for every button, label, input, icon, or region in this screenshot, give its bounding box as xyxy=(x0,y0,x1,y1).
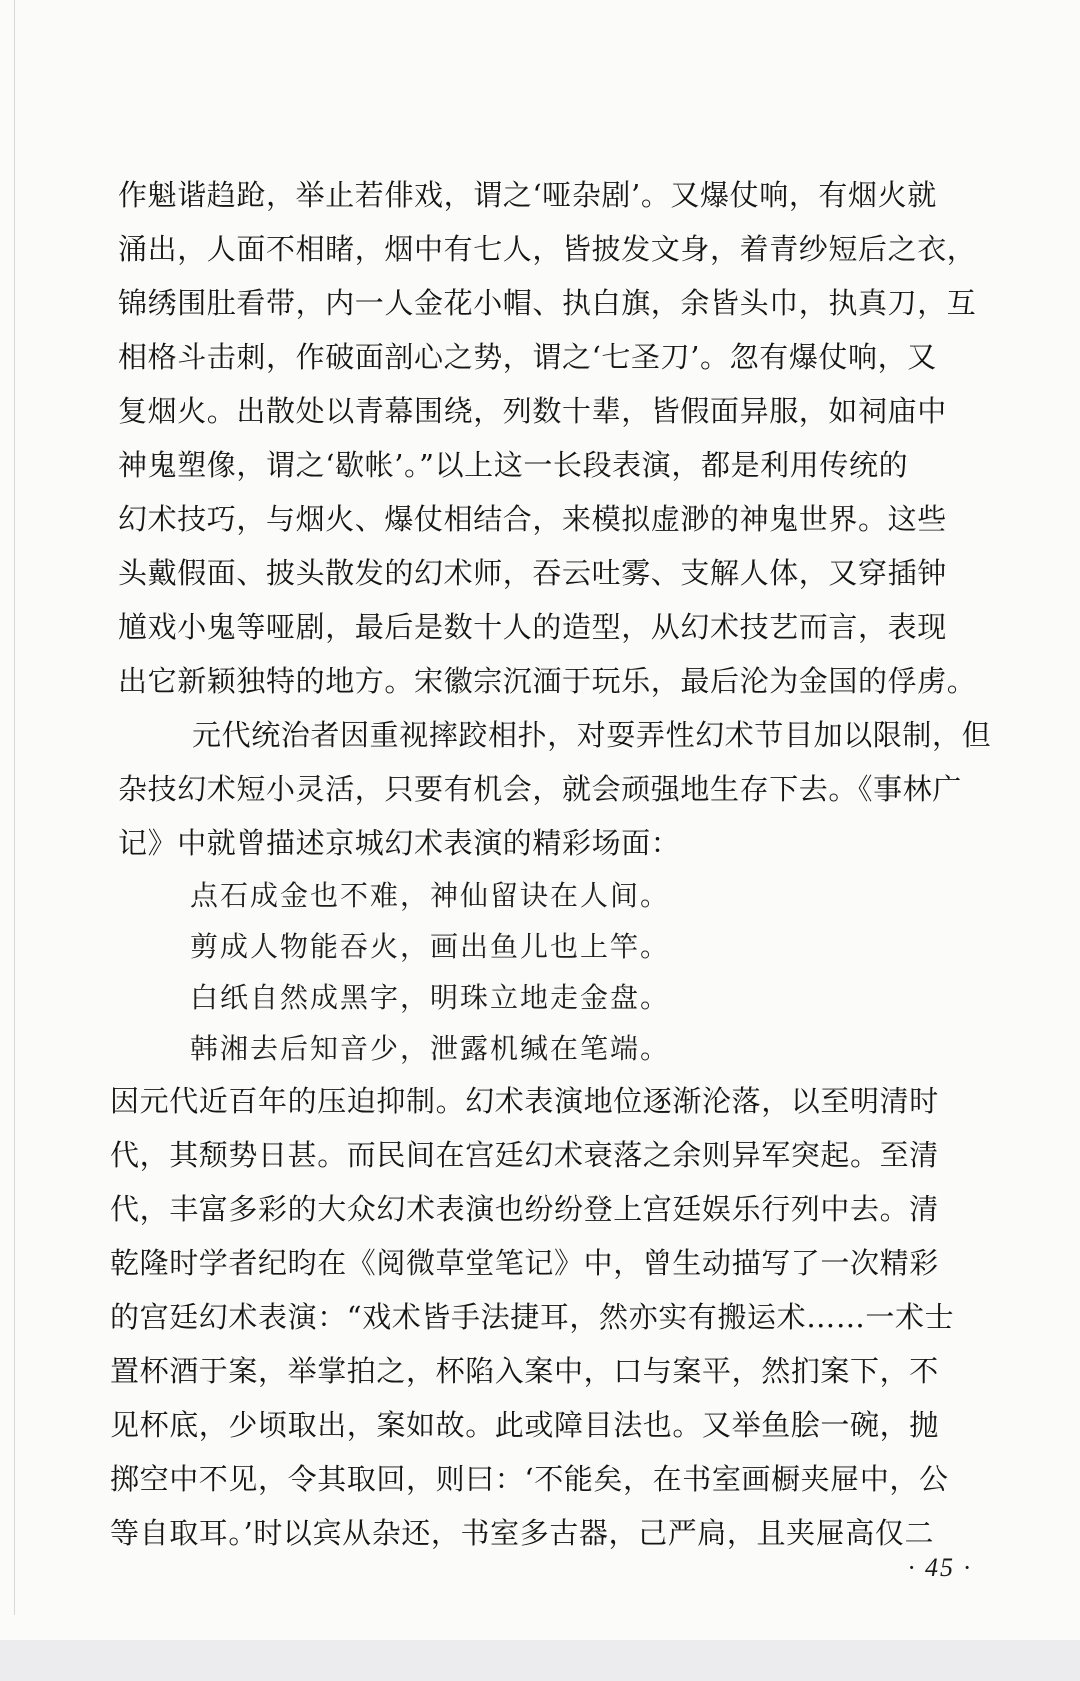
text-line: 元代统治者因重视摔跤相扑，对耍弄性幻术节目加以限制，但 xyxy=(192,718,992,752)
paragraph-1 xyxy=(118,168,1023,708)
page-edge-line xyxy=(14,0,15,1615)
text-line: 相格斗击刺，作破面剖心之势，谓之‘七圣刀’。忽有爆仗响，又 xyxy=(118,340,937,374)
text-line: 置杯酒于案，举掌拍之，杯陷入案中，口与案平，然扪案下，不 xyxy=(110,1354,939,1388)
viewer-bottom-bar xyxy=(0,1640,1080,1681)
text-line: 涌出，人面不相睹，烟中有七人，皆披发文身，着青纱短后之衣， xyxy=(118,232,977,266)
text-line: 头戴假面、披头散发的幻术师，吞云吐雾、支解人体，又穿插钟 xyxy=(118,556,947,590)
text-line: 作魁谐趋跄，举止若俳戏，谓之‘哑杂剧’。又爆仗响，有烟火就 xyxy=(118,178,937,212)
text-line: 掷空中不见，令其取回，则曰：‘不能矣，在书室画橱夹屉中，公 xyxy=(110,1462,949,1496)
poem-line: 白纸自然成黑字，明珠立地走金盘。 xyxy=(190,981,671,1014)
text-line: 的宫廷幻术表演：“戏术皆手法捷耳，然亦实有搬运术……一术士 xyxy=(110,1300,955,1334)
text-line: 馗戏小鬼等哑剧，最后是数十人的造型，从幻术技艺而言，表现 xyxy=(118,610,947,644)
text-line: 幻术技巧，与烟火、爆仗相结合，来模拟虚渺的神鬼世界。这些 xyxy=(118,502,947,536)
paragraph-2 xyxy=(118,708,1023,870)
poem-line: 点石成金也不难，神仙留诀在人间。 xyxy=(190,879,671,912)
text-line: 杂技幻术短小灵活，只要有机会，就会顽强地生存下去。《事林广 xyxy=(118,772,962,806)
text-line: 因元代近百年的压迫抑制。幻术表演地位逐渐沦落，以至明清时 xyxy=(110,1084,939,1118)
text-line: 乾隆时学者纪昀在《阅微草堂笔记》中，曾生动描写了一次精彩 xyxy=(110,1246,939,1280)
body-text xyxy=(110,168,1023,1560)
page-number: · 45 · xyxy=(908,1553,972,1582)
text-line: 见杯底，少顷取出，案如故。此或障目法也。又举鱼脍一碗，抛 xyxy=(110,1408,939,1442)
text-line: 出它新颖独特的地方。宋徽宗沉湎于玩乐，最后沦为金国的俘虏。 xyxy=(118,664,977,698)
text-line: 记》中就曾描述京城幻术表演的精彩场面： xyxy=(118,826,681,860)
text-line: 代，其颓势日甚。而民间在宫廷幻术衰落之余则异军突起。至清 xyxy=(110,1138,939,1172)
paragraph-3 xyxy=(110,1074,1023,1560)
text-line: 神鬼塑像，谓之‘歇帐’。”以上这一长段表演，都是利用传统的 xyxy=(118,448,909,482)
text-line: 复烟火。出散处以青幕围绕，列数十辈，皆假面异服，如祠庙中 xyxy=(118,394,947,428)
poem-quote xyxy=(118,870,1023,1074)
text-line: 等自取耳。’时以宾从杂还，书室多古器，己严扃，且夹屉高仅二 xyxy=(110,1516,935,1550)
text-line: 代，丰富多彩的大众幻术表演也纷纷登上宫廷娱乐行列中去。清 xyxy=(110,1192,939,1226)
text-line: 锦绣围肚看带，内一人金花小帽、执白旗，余皆头巾，执真刀，互 xyxy=(118,286,977,320)
poem-line: 剪成人物能吞火，画出鱼儿也上竿。 xyxy=(190,930,671,963)
poem-line: 韩湘去后知音少，泄露机缄在笔端。 xyxy=(190,1032,671,1065)
